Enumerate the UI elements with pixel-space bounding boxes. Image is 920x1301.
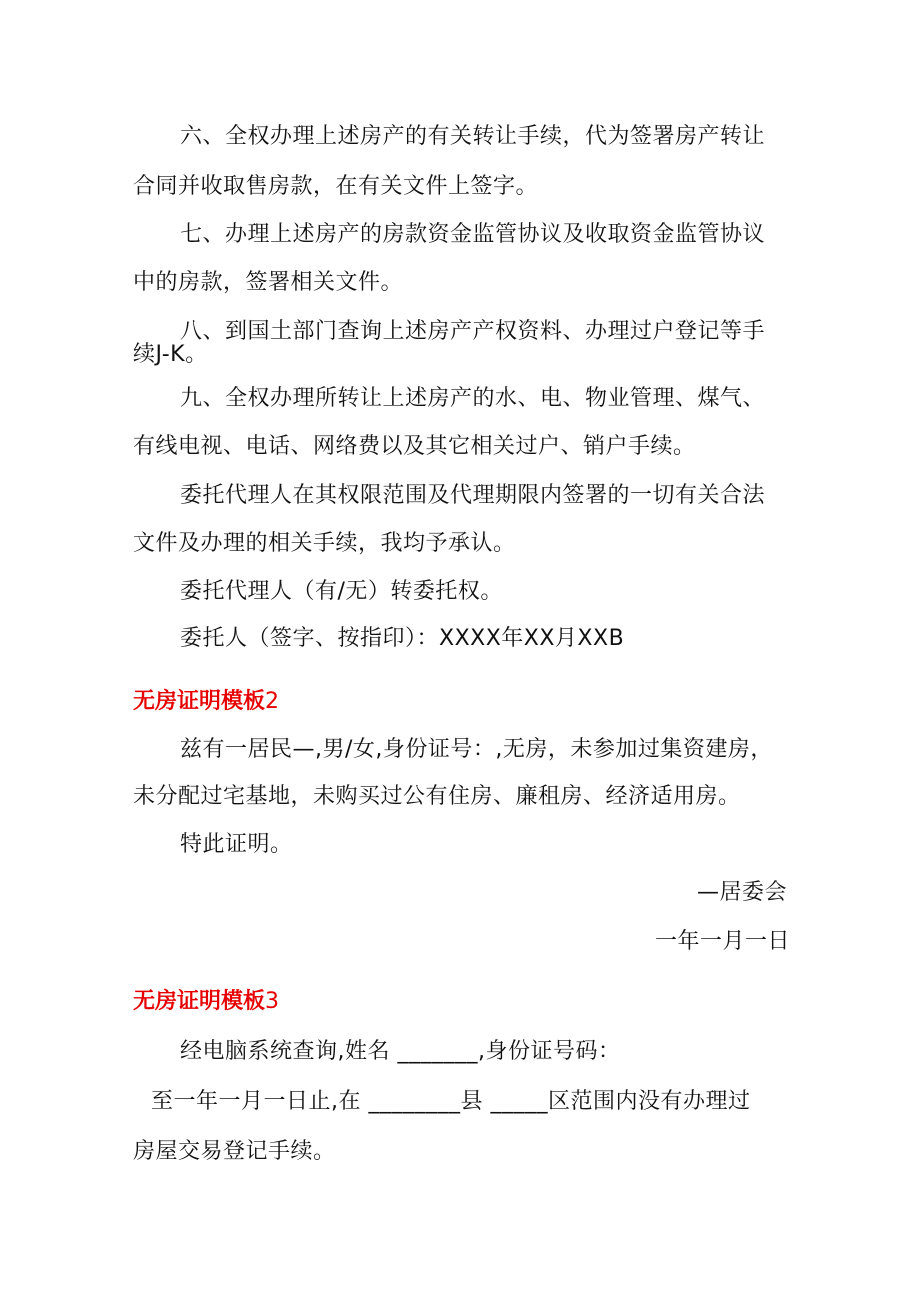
item-6-line-1: 六、全权办理上述房产的有关转让手续，代为签署房产转让 — [180, 124, 766, 149]
template-3-heading-text: 无房证明模板 — [133, 989, 266, 1014]
item-8-line-1: 八、到国土部门查询上述房产产权资料、办理过户登记等手 — [180, 319, 766, 344]
template-3-heading — [133, 987, 279, 1017]
template-2-heading-number: 2 — [265, 689, 280, 714]
acknowledgement-line-1: 委托代理人在其权限范围及代理期限内签署的一切有关合法 — [180, 483, 766, 508]
item-7-line-1: 七、办理上述房产的房款资金监管协议及收取资金监管协议 — [180, 222, 766, 247]
transaction-record-line-2: 房屋交易登记手续。 — [133, 1139, 336, 1164]
item-7-line-2: 中的房款，签署相关文件。 — [133, 270, 404, 295]
certificate-body-line-1: 兹有一居民—,男/女,身份证号：,无房，未参加过集资建房， — [180, 737, 773, 762]
template-2-heading — [133, 687, 279, 717]
template-3-heading-number: 3 — [265, 989, 280, 1014]
item-9-line-1: 九、全权办理所转让上述房产的水、电、物业管理、煤气、 — [180, 386, 766, 411]
sub-delegation-line: 委托代理人（有/无）转委托权。 — [180, 579, 503, 604]
transaction-record-line-1: 至一年一月一日止,在 ________县 _____区范围内没有办理过 — [151, 1089, 751, 1114]
item-6-line-2: 合同并收取售房款，在有关文件上签字。 — [133, 174, 539, 199]
certificate-closing: 特此证明。 — [180, 832, 293, 857]
acknowledgement-line-2: 文件及办理的相关手续，我均予承认。 — [133, 531, 516, 556]
item-8-line-2: 续J-K。 — [133, 342, 208, 367]
principal-signature-line: 委托人（签字、按指印）：XXXX年XX月XXB — [180, 626, 625, 651]
issue-date: 一年一月一日 — [655, 929, 791, 954]
template-2-heading-text: 无房证明模板 — [133, 689, 266, 714]
certificate-body-line-2: 未分配过宅基地，未购买过公有住房、廉租房、经济适用房。 — [133, 784, 741, 809]
item-9-line-2: 有线电视、电话、网络费以及其它相关过户、销户手续。 — [133, 434, 696, 459]
system-query-line: 经电脑系统查询,姓名 _______,身份证号码： — [180, 1039, 621, 1064]
issuer-signature: —居委会 — [697, 880, 788, 905]
